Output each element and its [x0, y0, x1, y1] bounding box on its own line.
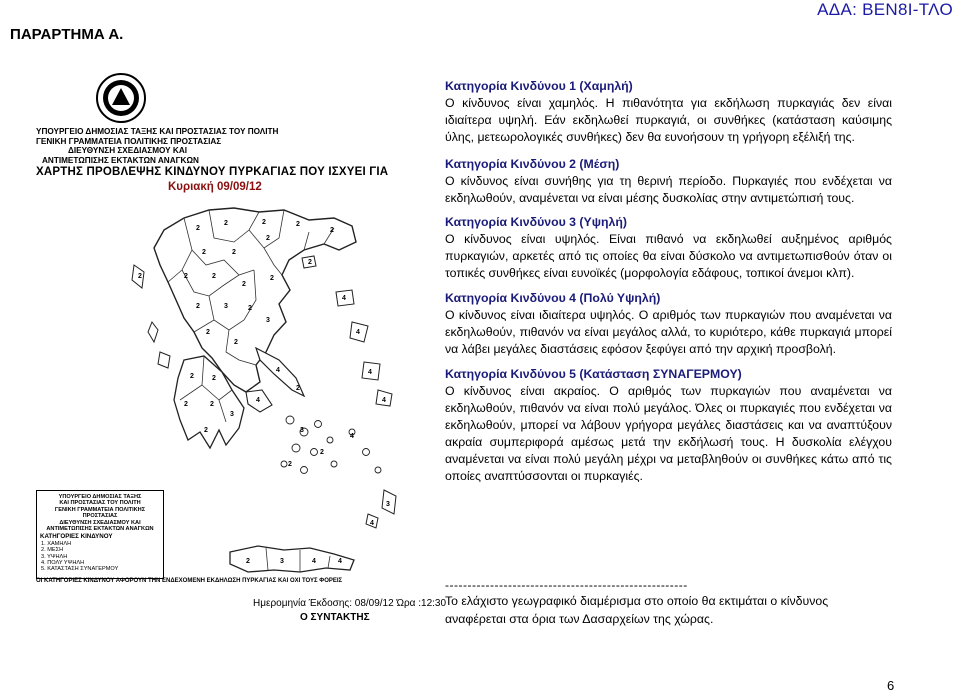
map-title: ΧΑΡΤΗΣ ΠΡΟΒΛΕΨΗΣ ΚΙΝΔΥΝΟΥ ΠΥΡΚΑΓΙΑΣ ΠΟΥ ΙΣΧΥΕΙ ΓΙΑ [36, 166, 389, 178]
fire-service-emblem-icon [97, 74, 145, 122]
legend-organization [37, 491, 163, 532]
svg-text:2: 2 [262, 219, 266, 226]
svg-text:3: 3 [224, 303, 228, 310]
svg-text:2: 2 [202, 249, 206, 256]
svg-text:3: 3 [230, 411, 234, 418]
risk-legend [36, 490, 164, 579]
category-body: Ο κίνδυνος είναι χαμηλός. Η πιθανότητα για εκδήλωση πυρκαγιάς δεν είναι ιδιαίτερα υψηλή. Εάν εκδηλωθεί πυρκαγιά, οι συνθήκες (κατάσταση καύσιμης ύλης, μετεωρολογικές συνθήκες) δεν θα ευνοήσουν τη γρήγορη εξέλιξή της. [445, 96, 892, 144]
svg-text:2: 2 [190, 373, 194, 380]
ada-code: ΑΔΑ: ΒΕΝ8Ι-ΤΛΟ [817, 0, 953, 19]
map-footnote: ΟΙ ΚΑΤΗΓΟΡΙΕΣ ΚΙΝΔΥΝΟΥ ΑΦΟΡΟΥΝ ΤΗΝ ΕΝΔΕΧΟΜΕΝΗ ΕΚΔΗΛΩΣΗ ΠΥΡΚΑΓΙΑΣ ΚΑΙ ΟΧΙ ΤΟΥΣ ΦΟΡΕΙΣ [36, 578, 343, 584]
svg-text:4: 4 [338, 558, 342, 565]
category-heading: Κατηγορία Κινδύνου 4 (Πολύ Υψηλή) [445, 291, 661, 305]
legend-item: 5. ΚΑΤΑΣΤΑΣΗ ΣΥΝΑΓΕΡΜΟΥ [41, 566, 119, 573]
svg-text:2: 2 [232, 249, 236, 256]
svg-text:2: 2 [246, 558, 250, 565]
ministry-line: ΓΕΝΙΚΗ ΓΡΑΜΜΑΤΕΙΑ ΠΟΛΙΤΙΚΗΣ ΠΡΟΣΤΑΣΙΑΣ [36, 136, 222, 146]
svg-text:2: 2 [224, 220, 228, 227]
svg-text:2: 2 [296, 221, 300, 228]
category-heading: Κατηγορία Κινδύνου 1 (Χαμηλή) [445, 79, 633, 93]
page-number: 6 [887, 678, 895, 693]
legend-org-line: ΥΠΟΥΡΓΕΙΟ ΔΗΜΟΣΙΑΣ ΤΑΞΗΣ [58, 494, 142, 500]
legend-item: 3. ΥΨΗΛΗ [41, 553, 68, 560]
legend-org-line: ΚΑΙ ΠΡΟΣΤΑΣΙΑΣ ΤΟΥ ΠΟΛΙΤΗ [59, 500, 141, 507]
svg-text:2: 2 [184, 401, 188, 408]
svg-text:4: 4 [382, 397, 386, 404]
svg-text:2: 2 [138, 273, 142, 280]
legend-item: 1. ΧΑΜΗΛΗ [41, 540, 72, 547]
svg-text:2: 2 [242, 281, 246, 288]
footnote-text: Το ελάχιστο γεωγραφικό διαμέρισμα στο οποίο θα εκτιμάται ο κίνδυνος αναφέρεται στα όρια των Δασαρχείων της χώρας. [445, 594, 829, 626]
category-1 [445, 78, 892, 146]
category-5 [445, 366, 892, 485]
svg-text:2: 2 [184, 273, 188, 280]
legend-item: 2. ΜΕΣΗ [41, 547, 64, 554]
svg-text:2: 2 [320, 449, 324, 456]
ministry-line: ΥΠΟΥΡΓΕΙΟ ΔΗΜΟΣΙΑΣ ΤΑΞΗΣ ΚΑΙ ΠΡΟΣΤΑΣΙΑΣ ΤΟΥ ΠΟΛΙΤΗ [36, 127, 279, 136]
category-heading: Κατηγορία Κινδύνου 2 (Μέση) [445, 157, 620, 171]
svg-text:2: 2 [212, 273, 216, 280]
footnote-separator: ------------------------------------------------------ [445, 578, 688, 592]
svg-text:2: 2 [270, 275, 274, 282]
ministry-line: ΔΙΕΥΘΥΝΣΗ ΣΧΕΔΙΑΣΜΟΥ ΚΑΙ [68, 146, 188, 155]
category-heading: Κατηγορία Κινδύνου 3 (Υψηλή) [445, 215, 627, 229]
category-4 [445, 290, 892, 358]
svg-text:3: 3 [266, 317, 270, 324]
svg-text:2: 2 [196, 303, 200, 310]
svg-text:3: 3 [386, 501, 390, 508]
svg-text:2: 2 [210, 401, 214, 408]
svg-text:2: 2 [212, 375, 216, 382]
category-2 [445, 156, 892, 207]
issue-date: Ημερομηνία Έκδοσης: 08/09/12 Ώρα :12:30 [253, 598, 447, 609]
svg-text:4: 4 [356, 329, 360, 336]
svg-text:2: 2 [296, 385, 300, 392]
legend-org-line: ΓΕΝΙΚΗ ΓΡΑΜΜΑΤΕΙΑ ΠΟΛΙΤΙΚΗΣ ΠΡΟΣΤΑΣΙΑΣ [54, 506, 146, 520]
author-signature: Ο ΣΥΝΤΑΚΤΗΣ [300, 612, 370, 623]
svg-text:2: 2 [330, 227, 334, 234]
legend-org-line: ΔΙΕΥΘΥΝΣΗ ΣΧΕΔΙΑΣΜΟΥ ΚΑΙ [59, 519, 141, 526]
category-body: Ο κίνδυνος είναι ακραίος. Ο αριθμός των πυρκαγιών που αναμένεται να εκδηλωθούν, πιθανόν να είναι πολύ μεγάλος. Όλες οι πυρκαγιές που ενδέχεται να εκδηλωθούν, μπορεί να λάβουν γρήγορα μεγάλες διαστάσεις και να αναπτύξουν ακραία συμπεριφορά αμέσως μετά την εκδήλωσή τους. Η δυσκολία ελέγχου αναμένεται να είναι πολύ μεγάλη μέχρι να μεταβληθούν οι συνθήκες κάτω από τις οποίες αναπτύσσονται οι πυρκαγιές. [445, 384, 892, 483]
ministry-header [36, 127, 382, 165]
svg-text:2: 2 [206, 329, 210, 336]
svg-text:4: 4 [368, 369, 372, 376]
ministry-line: ΑΝΤΙΜΕΤΩΠΙΣΗΣ ΕΚΤΑΚΤΩΝ ΑΝΑΓΚΩΝ [42, 155, 199, 165]
svg-text:3: 3 [280, 558, 284, 565]
svg-text:4: 4 [256, 397, 260, 404]
svg-text:2: 2 [308, 259, 312, 266]
svg-text:3: 3 [300, 427, 304, 434]
svg-text:4: 4 [342, 295, 346, 302]
svg-text:4: 4 [350, 433, 354, 440]
svg-text:2: 2 [266, 235, 270, 242]
svg-text:2: 2 [248, 305, 252, 312]
category-body: Ο κίνδυνος είναι υψηλός. Είναι πιθανό να εκδηλωθεί αυξημένος αριθμός πυρκαγιών, αρκετές από τις οποίες θα είναι δύσκολο να αντιμετωπισθούν όταν οι τοπικές συνθήκες είναι ευνοϊκές (μορφολογία εδάφους, τοπικοί άνεμοι κλπ). [445, 232, 892, 280]
legend-item: 4. ΠΟΛΥ ΥΨΗΛΗ [41, 560, 85, 567]
category-heading: Κατηγορία Κινδύνου 5 (Κατάσταση ΣΥΝΑΓΕΡΜΟΥ) [445, 367, 742, 381]
map-date: Κυριακή 09/09/12 [168, 181, 262, 193]
legend-title: ΚΑΤΗΓΟΡΙΕΣ ΚΙΝΔΥΝΟΥ [40, 533, 113, 541]
svg-text:2: 2 [204, 427, 208, 434]
page-title: ΠΑΡΑΡΤΗΜΑ Α. [10, 26, 124, 43]
svg-text:2: 2 [196, 225, 200, 232]
svg-text:4: 4 [370, 520, 374, 527]
category-body: Ο κίνδυνος είναι συνήθης για τη θερινή περίοδο. Πυρκαγιές που ενδέχεται να εκδηλωθούν, αναμένεται να είναι μέσης δυσκολίας στην αντιμετώπισή τους. [445, 174, 892, 205]
svg-text:2: 2 [288, 461, 292, 468]
svg-text:4: 4 [276, 367, 280, 374]
svg-text:4: 4 [312, 558, 316, 565]
svg-text:2: 2 [234, 339, 238, 346]
legend-org-line: ΑΝΤΙΜΕΤΩΠΙΣΗΣ ΕΚΤΑΚΤΩΝ ΑΝΑΓΚΩΝ [46, 526, 154, 533]
category-3 [445, 214, 892, 282]
category-body: Ο κίνδυνος είναι ιδιαίτερα υψηλός. Ο αριθμός των πυρκαγιών που αναμένεται να εκδηλωθούν, πιθανόν να είναι μεγάλος αλλά, το κυριότερο, κάθε πυρκαγιά μπορεί να λάβει μεγάλες διαστάσεις εφόσον ξεφύγει από την αρχική προσβολή. [445, 308, 892, 356]
